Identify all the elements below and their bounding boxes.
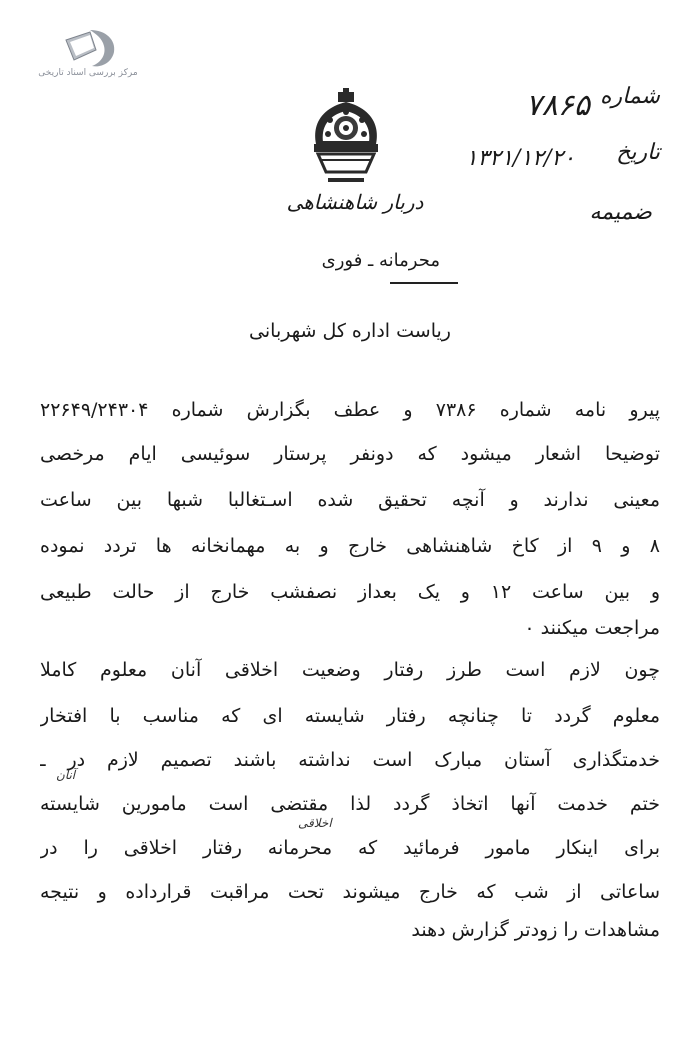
body-line: ۸ و ۹ از کاخ شاهنشاهی خارج و به مهمانخانه ها تردد نموده bbox=[40, 535, 660, 557]
watermark bbox=[28, 26, 148, 86]
body-line: برای اینکار مامور فرمائید که محرمانه رفتار اخلاقی را در bbox=[40, 837, 660, 859]
attachment-label: ضمیمه bbox=[589, 200, 652, 225]
body-line: و بین ساعت ۱۲ و یک بعداز نصفشب خارج از حالت طبیعی bbox=[40, 581, 660, 603]
body-line: توضیحا اشعار میشود که دونفر پرستار سوئیسی ایام مرخصی bbox=[40, 443, 660, 465]
body-line: ساعاتی از شب که خارج میشوند تحت مراقبت قرارداده و نتیجه bbox=[40, 881, 660, 903]
body-line: ختم خدمت آنها اتخاذ گردد لذا مقتضی است مامورین شایسته bbox=[40, 793, 660, 815]
watermark-text: مرکز بررسی اسناد تاریخی bbox=[38, 68, 138, 78]
classification-underline bbox=[390, 282, 458, 284]
handwritten-note: اخلاقی bbox=[298, 816, 332, 830]
archive-logo-icon bbox=[56, 26, 120, 70]
number-label: شماره bbox=[599, 84, 660, 109]
number-value: ۷۸۶۵ bbox=[525, 88, 590, 123]
body-line: معینی ندارند و آنچه تحقیق شده اسـتغالبا شبها بین ساعت bbox=[40, 489, 660, 511]
body-line: مراجعت میکنند ۰ bbox=[524, 617, 660, 639]
body-line: معلوم گردد تا چنانچه رفتار شایسته ای که مناسب با افتخار bbox=[40, 705, 660, 727]
classification: محرمانه ـ فوری bbox=[321, 250, 440, 271]
pahlavi-crown-emblem-icon bbox=[308, 88, 384, 184]
date-label: تاریخ bbox=[616, 140, 660, 165]
body-line: مشاهدات را زودتر گزارش دهند bbox=[411, 919, 660, 941]
body-line: چون لازم است طرز رفتار وضعیت اخلاقی آنان معلوم کاملا bbox=[40, 659, 660, 681]
body-line: پیرو نامه شماره ۷۳۸۶ و عطف بگزارش شماره ۲۲۶۴۹/۲۴۳۰۴ bbox=[40, 399, 660, 421]
addressee: ریاست اداره کل شهربانی bbox=[249, 320, 451, 342]
date-value: ۱۳۲۱/۱۲/۲۰ bbox=[465, 146, 575, 171]
letterhead: دربار شاهنشاهی bbox=[286, 190, 424, 214]
handwritten-note: آنان bbox=[56, 768, 76, 782]
body-line: خدمتگذاری آستان مبارک است نداشته باشند تصمیم لازم در ـ bbox=[40, 749, 660, 771]
